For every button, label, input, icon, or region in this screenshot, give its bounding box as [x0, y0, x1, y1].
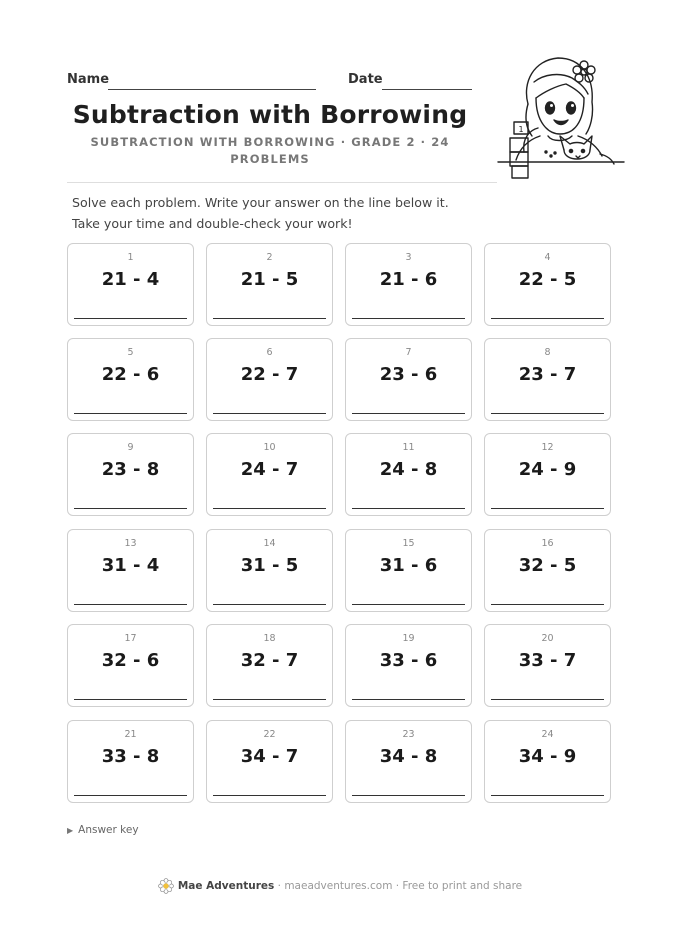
problem-card — [206, 529, 333, 612]
problem-card — [67, 433, 194, 516]
problem-number: 17 — [124, 633, 137, 644]
answer-line[interactable] — [74, 795, 187, 796]
problem-number: 18 — [263, 633, 276, 644]
answer-line[interactable] — [213, 795, 326, 796]
answer-key-toggle[interactable] — [67, 824, 139, 836]
problem-expression: 24 - 8 — [379, 459, 438, 480]
answer-line[interactable] — [491, 604, 604, 605]
answer-line[interactable] — [74, 604, 187, 605]
problem-card — [484, 720, 611, 803]
problem-grid — [67, 243, 613, 805]
problem-number: 10 — [263, 442, 276, 453]
problem-expression: 21 - 6 — [379, 269, 438, 290]
name-label: Name — [67, 72, 110, 87]
problem-card — [484, 624, 611, 707]
problem-number: 6 — [266, 347, 273, 358]
footer-brand: Mae Adventures — [177, 880, 275, 892]
problem-expression: 34 - 8 — [379, 746, 438, 767]
problem-expression: 22 - 5 — [518, 269, 577, 290]
answer-line[interactable] — [352, 795, 465, 796]
answer-line[interactable] — [352, 413, 465, 414]
problem-number: 19 — [402, 633, 415, 644]
problem-number: 20 — [541, 633, 554, 644]
name-field[interactable] — [108, 89, 316, 90]
problem-expression: 32 - 5 — [518, 555, 577, 576]
problem-card — [345, 624, 472, 707]
answer-line[interactable] — [213, 508, 326, 509]
answer-line[interactable] — [491, 413, 604, 414]
problem-number: 13 — [124, 538, 137, 549]
problem-number: 7 — [405, 347, 412, 358]
page-subtitle: SUBTRACTION WITH BORROWING · GRADE 2 · 24 PROBLEMS — [90, 135, 450, 166]
answer-line[interactable] — [491, 318, 604, 319]
problem-number: 9 — [127, 442, 134, 453]
footer-text: · maeadventures.com · Free to print and share — [277, 880, 523, 892]
problem-expression: 24 - 7 — [240, 459, 299, 480]
daisy-icon — [158, 878, 174, 894]
problem-expression: 33 - 8 — [101, 746, 160, 767]
answer-line[interactable] — [213, 413, 326, 414]
problem-expression: 22 - 7 — [240, 364, 299, 385]
answer-line[interactable] — [491, 699, 604, 700]
answer-line[interactable] — [74, 699, 187, 700]
problem-card — [345, 433, 472, 516]
problem-number: 16 — [541, 538, 554, 549]
problem-card — [484, 243, 611, 326]
problem-expression: 23 - 6 — [379, 364, 438, 385]
problem-card — [484, 338, 611, 421]
problem-number: 24 — [541, 729, 554, 740]
date-label: Date — [348, 72, 383, 87]
problem-number: 11 — [402, 442, 415, 453]
problem-card — [206, 338, 333, 421]
problem-number: 21 — [124, 729, 137, 740]
answer-line[interactable] — [352, 699, 465, 700]
answer-line[interactable] — [352, 318, 465, 319]
problem-expression: 23 - 8 — [101, 459, 160, 480]
answer-line[interactable] — [491, 795, 604, 796]
problem-expression: 32 - 6 — [101, 650, 160, 671]
problem-card — [206, 243, 333, 326]
problem-card — [67, 529, 194, 612]
problem-expression: 33 - 7 — [518, 650, 577, 671]
instructions: Solve each problem. Write your answer on the line below it. Take your time and double-check your work! — [72, 195, 449, 231]
problem-card — [345, 338, 472, 421]
answer-line[interactable] — [74, 318, 187, 319]
header-fields — [67, 72, 487, 94]
triangle-right-icon: ▶ — [67, 826, 74, 835]
problem-card — [206, 433, 333, 516]
header-divider — [67, 182, 497, 183]
date-field[interactable] — [382, 89, 472, 90]
block-label: 1 — [518, 125, 524, 134]
problem-expression: 31 - 4 — [101, 555, 160, 576]
problem-number: 12 — [541, 442, 554, 453]
answer-line[interactable] — [74, 508, 187, 509]
problem-number: 3 — [405, 252, 412, 263]
problem-card — [345, 529, 472, 612]
problem-expression: 31 - 5 — [240, 555, 299, 576]
problem-number: 15 — [402, 538, 415, 549]
problem-expression: 34 - 7 — [240, 746, 299, 767]
problem-number: 5 — [127, 347, 134, 358]
problem-number: 22 — [263, 729, 276, 740]
answer-line[interactable] — [74, 413, 187, 414]
problem-card — [67, 338, 194, 421]
girl-with-blocks-and-cat-illustration — [494, 52, 626, 180]
problem-number: 4 — [544, 252, 551, 263]
answer-line[interactable] — [352, 604, 465, 605]
problem-expression: 31 - 6 — [379, 555, 438, 576]
problem-expression: 22 - 6 — [101, 364, 160, 385]
problem-card — [67, 720, 194, 803]
answer-line[interactable] — [352, 508, 465, 509]
problem-card — [484, 433, 611, 516]
problem-expression: 33 - 6 — [379, 650, 438, 671]
problem-card — [206, 624, 333, 707]
problem-card — [67, 243, 194, 326]
problem-expression: 24 - 9 — [518, 459, 577, 480]
problem-card — [67, 624, 194, 707]
problem-card — [484, 529, 611, 612]
answer-key-label: Answer key — [78, 824, 139, 836]
problem-number: 1 — [127, 252, 134, 263]
problem-card — [206, 720, 333, 803]
problem-number: 14 — [263, 538, 276, 549]
answer-line[interactable] — [213, 318, 326, 319]
problem-number: 8 — [544, 347, 551, 358]
problem-card — [345, 720, 472, 803]
problem-number: 23 — [402, 729, 415, 740]
problem-expression: 21 - 5 — [240, 269, 299, 290]
problem-number: 2 — [266, 252, 273, 263]
problem-card — [345, 243, 472, 326]
answer-line[interactable] — [213, 699, 326, 700]
problem-expression: 21 - 4 — [101, 269, 160, 290]
answer-line[interactable] — [213, 604, 326, 605]
footer — [0, 878, 680, 894]
problem-expression: 34 - 9 — [518, 746, 577, 767]
problem-expression: 23 - 7 — [518, 364, 577, 385]
answer-line[interactable] — [491, 508, 604, 509]
page-title: Subtraction with Borrowing — [72, 100, 468, 129]
problem-expression: 32 - 7 — [240, 650, 299, 671]
